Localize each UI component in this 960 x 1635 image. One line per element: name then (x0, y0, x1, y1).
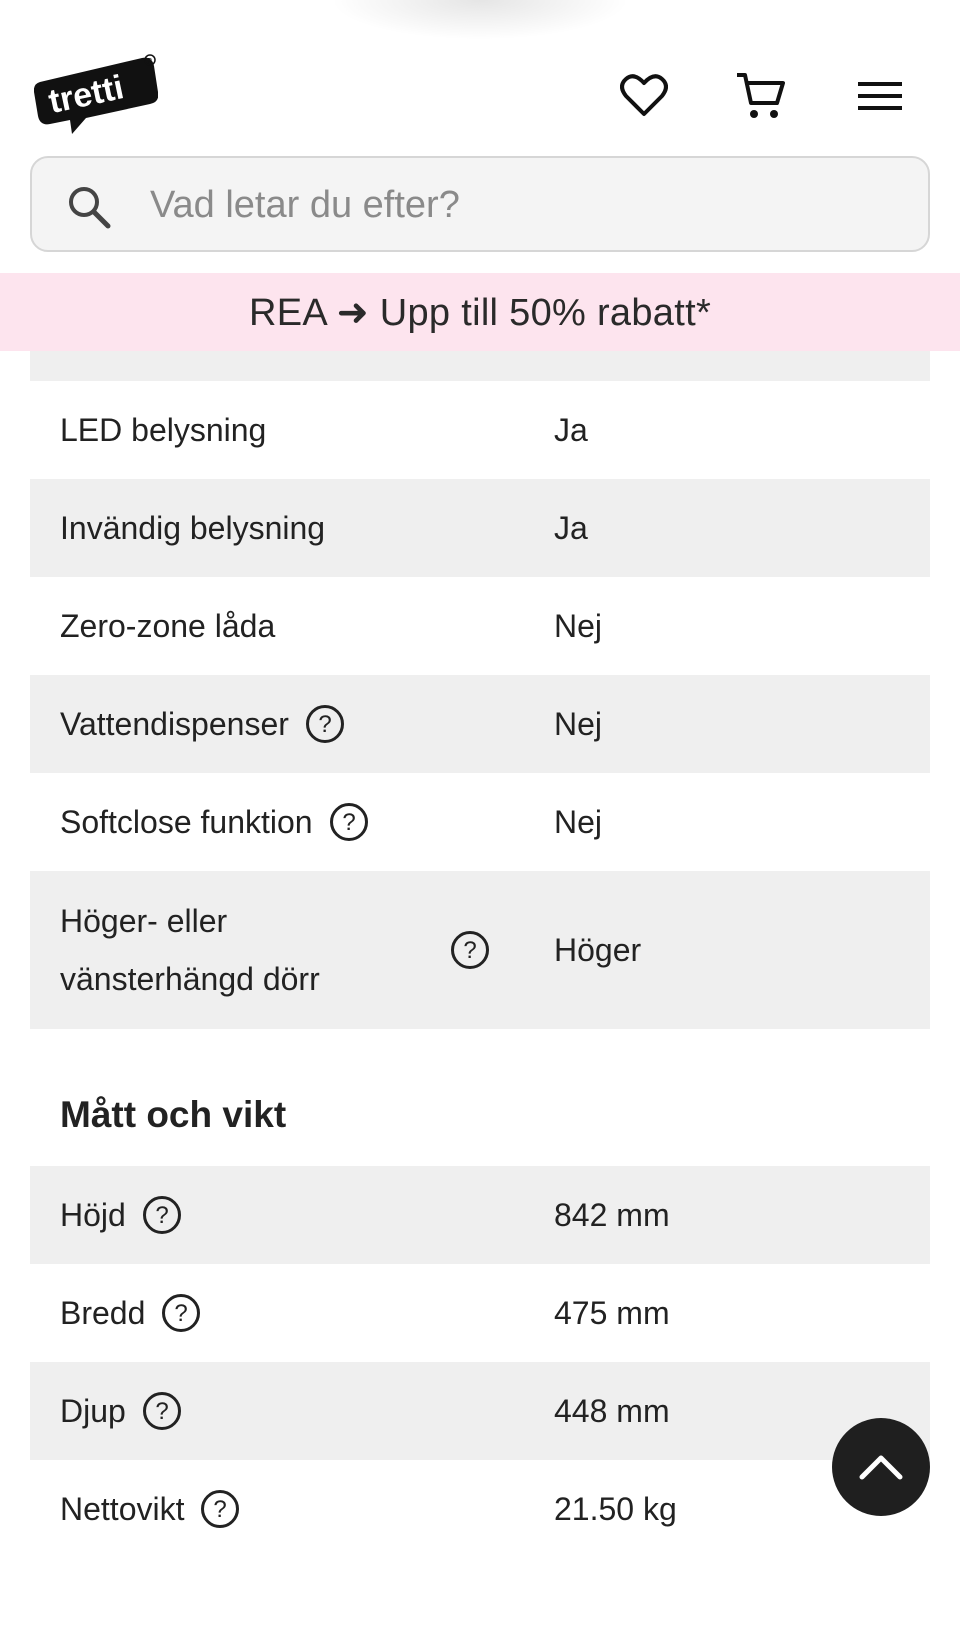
spec-value: 21.50 kg (554, 1490, 677, 1527)
section-title: Mått och vikt (60, 1094, 287, 1135)
help-icon[interactable] (161, 1293, 201, 1333)
help-icon[interactable] (305, 704, 345, 744)
spec-label: Softclose funktion (60, 803, 313, 840)
table-row (30, 1166, 930, 1264)
spec-label-wrap (60, 1489, 240, 1529)
spec-value: Nej (554, 803, 603, 840)
search-input[interactable] (150, 176, 890, 234)
svg-text:?: ? (318, 711, 332, 738)
spec-value: Ja (554, 509, 588, 546)
table-row (30, 1264, 930, 1362)
spec-label: Höjd (60, 1196, 126, 1233)
table-row (30, 1460, 930, 1558)
spec-label-wrap (60, 1195, 182, 1235)
spec-label: Zero-zone låda (60, 607, 276, 644)
hamburger-menu-icon[interactable] (852, 68, 908, 124)
table-row (30, 381, 930, 479)
spec-label: Invändig belysning (60, 509, 326, 546)
cart-icon[interactable] (732, 68, 788, 124)
spec-value: Ja (554, 411, 588, 448)
chevron-up-icon (858, 1453, 904, 1481)
scroll-to-top-button[interactable] (832, 1418, 930, 1516)
search-icon[interactable] (66, 184, 112, 230)
svg-text:tretti: tretti (45, 68, 128, 122)
spec-value: Nej (554, 607, 603, 644)
help-icon[interactable] (450, 930, 490, 970)
svg-text:?: ? (155, 1398, 169, 1425)
spec-label-wrap (60, 1293, 201, 1333)
svg-text:?: ? (155, 1202, 169, 1229)
dimensions-table (30, 1166, 930, 1558)
spec-value: Nej (554, 705, 603, 742)
table-row (30, 675, 930, 773)
spec-label-wrap (60, 704, 345, 744)
table-row (30, 577, 930, 675)
help-icon[interactable] (329, 802, 369, 842)
site-header (0, 0, 960, 150)
promo-banner[interactable] (0, 273, 960, 351)
svg-text:?: ? (174, 1300, 189, 1327)
spec-value: 842 mm (554, 1196, 670, 1233)
table-row-partial (30, 351, 930, 381)
spec-label-wrap (60, 1391, 182, 1431)
table-row (30, 871, 930, 1029)
spec-label: LED belysning (60, 411, 267, 448)
table-row (30, 1362, 930, 1460)
spec-label: Vattendispenser (60, 705, 289, 742)
promo-text: REA ➜ Upp till 50% rabatt* (248, 291, 712, 334)
spec-value: Höger (554, 931, 642, 968)
spec-value: 475 mm (554, 1294, 670, 1331)
spec-label: Bredd (60, 1294, 146, 1331)
spec-table (30, 351, 930, 1029)
help-icon[interactable] (142, 1195, 182, 1235)
heart-icon[interactable] (616, 68, 672, 124)
spec-value: 448 mm (554, 1392, 670, 1429)
spec-label-wrap (60, 802, 369, 842)
tretti-logo[interactable] (34, 52, 158, 136)
table-row (30, 773, 930, 871)
spec-label: Djup (60, 1392, 126, 1429)
help-icon[interactable] (142, 1391, 182, 1431)
table-row (30, 479, 930, 577)
spec-label: Nettovikt (60, 1490, 185, 1527)
help-icon[interactable] (200, 1489, 240, 1529)
svg-text:?: ? (341, 809, 356, 836)
svg-text:?: ? (463, 937, 477, 964)
spec-label: Höger- eller vänsterhängd dörr (60, 903, 320, 997)
svg-text:?: ? (213, 1496, 228, 1523)
svg-text:R: R (147, 58, 153, 65)
search-bar[interactable] (30, 156, 930, 252)
